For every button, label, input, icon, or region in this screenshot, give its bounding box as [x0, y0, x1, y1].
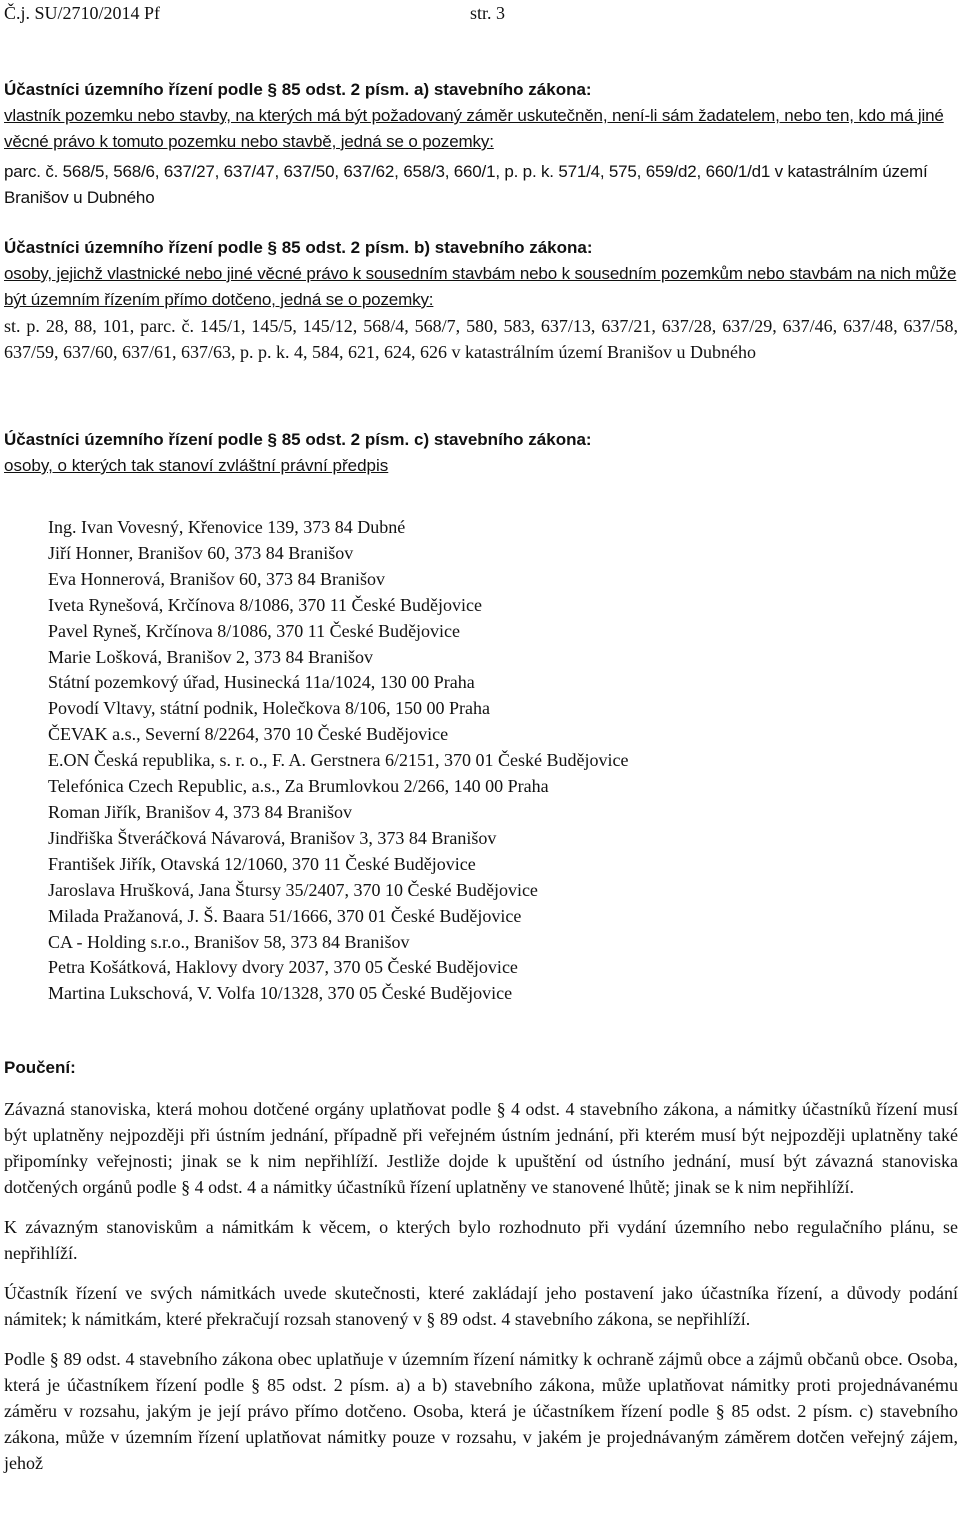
instruction-paragraph-3: Účastník řízení ve svých námitkách uvede skutečnosti, které zakládají jeho postavení jako účastníka řízení, a důvody podání námitek; k námitkám, které překračují rozsah stanovený v § 89 odst. 4 stavebního zákona, se nepřihlíží.: [4, 1283, 958, 1329]
recipient-item: Milada Pražanová, J. Š. Baara 51/1666, 370 01 České Budějovice: [48, 905, 522, 926]
recipient-item: Petra Košátková, Haklovy dvory 2037, 370 05 České Budějovice: [48, 957, 518, 978]
recipient-item: Telefónica Czech Republic, a.s., Za Brumlovkou 2/266, 140 00 Praha: [48, 776, 549, 797]
section-b-heading: Účastníci územního řízení podle § 85 odst. 2 písm. b) stavebního zákona:: [4, 238, 593, 257]
recipient-item: Iveta Rynešová, Krčínova 8/1086, 370 11 České Budějovice: [48, 594, 483, 615]
recipient-item: František Jiřík, Otavská 12/1060, 370 11 České Budějovice: [48, 853, 476, 874]
recipient-item: Marie Lošková, Branišov 2, 373 84 Branišov: [48, 646, 373, 667]
recipient-item: E.ON Česká republika, s. r. o., F. A. Gerstnera 6/2151, 370 01 České Budějovice: [48, 750, 629, 771]
section-a-heading: Účastníci územního řízení podle § 85 odst. 2 písm. a) stavebního zákona:: [4, 80, 592, 99]
recipient-item: ČEVAK a.s., Severní 8/2264, 370 10 České Budějovice: [48, 724, 449, 745]
section-b-description: osoby, jejichž vlastnické nebo jiné věcné právo k sousedním stavbám nebo k sousedním pozemkům nebo stavbám na nich může být územním řízením přímo dotčeno, jedná se o pozemky:: [4, 264, 957, 309]
recipient-item: Povodí Vltavy, státní podnik, Holečkova 8/106, 150 00 Praha: [48, 698, 490, 719]
instruction-paragraph-1: Závazná stanoviska, která mohou dotčené orgány uplatňovat podle § 4 odst. 4 stavebního zákona, a námitky účastníků řízení musí být uplatněny nejpozději při ústním jednání, případně při veřejném ústním jednání, při kterém musí být nejpozději uplatněny také připomínky veřejnosti; jinak se k nim nepřihlíží. Jestliže dojde k upuštění od ústního jednání, musí být závazná stanoviska dotčených orgánů podle § 4 odst. 4 a námitky účastníků řízení uplatněny ve stanovené lhůtě; jinak se k nim nepřihlíží.: [4, 1099, 958, 1197]
recipient-item: Jaroslava Hrušková, Jana Štursy 35/2407, 370 10 České Budějovice: [48, 879, 538, 900]
page-number: str. 3: [470, 3, 506, 23]
recipient-item: Eva Honnerová, Branišov 60, 373 84 Branišov: [48, 568, 385, 589]
instruction-paragraph-2: K závazným stanoviskům a námitkám k věcem, o kterých bylo rozhodnuto při vydání územního nebo regulačního plánu, se nepřihlíží.: [4, 1217, 958, 1263]
section-c: [4, 427, 958, 479]
section-b: [4, 235, 958, 365]
recipient-item: Martina Lukschová, V. Volfa 10/1328, 370 05 České Budějovice: [48, 983, 513, 1004]
recipient-list: [4, 515, 958, 1007]
section-c-description: osoby, o kterých tak stanoví zvláštní právní předpis: [4, 456, 389, 475]
recipient-item: CA - Holding s.r.o., Branišov 58, 373 84 Branišov: [48, 931, 410, 952]
section-a-parcels: parc. č. 568/5, 568/6, 637/27, 637/47, 637/50, 637/62, 658/3, 660/1, p. p. k. 571/4, 575, 659/d2, 660/1/d1 v katastrálním území Branišov u Dubného: [4, 162, 928, 207]
recipient-item: Jiří Honner, Branišov 60, 373 84 Branišov: [48, 542, 354, 563]
instruction-section: [4, 1055, 958, 1476]
section-b-parcels: st. p. 28, 88, 101, parc. č. 145/1, 145/5, 145/12, 568/4, 568/7, 580, 583, 637/13, 637/21, 637/28, 637/29, 637/46, 637/48, 637/58, 637/59, 637/60, 637/61, 637/63, p. p. k. 4, 584, 621, 624, 626 v katastrálním území Branišov u Dubného: [4, 316, 958, 362]
instruction-heading: Poučení:: [4, 1058, 76, 1077]
section-a: [4, 77, 958, 211]
instruction-paragraph-4: Podle § 89 odst. 4 stavebního zákona obec uplatňuje v územním řízení námitky k ochraně zájmů obce a zájmů občanů obce. Osoba, která je účastníkem řízení podle § 85 odst. 2 písm. a) a b) stavebního zákona, může uplatňovat námitky proti projednávanému záměru v rozsahu, jakým je její právo přímo dotčeno. Osoba, která je účastníkem řízení podle § 85 odst. 2 písm. c) stavebního zákona, může v územním řízení uplatňovat námitky pouze v rozsahu, v jakém je projednávaným záměrem dotčen veřejný zájem, jehož: [4, 1349, 958, 1473]
recipient-item: Roman Jiřík, Branišov 4, 373 84 Branišov: [48, 801, 352, 822]
section-a-description: vlastník pozemku nebo stavby, na kterých má být požadovaný záměr uskutečněn, není-li sám žadatelem, nebo ten, kdo má jiné věcné právo k tomuto pozemku nebo stavbě, jedná se o pozemky:: [4, 106, 944, 151]
recipient-item: Jindřiška Štveráčková Návarová, Branišov 3, 373 84 Branišov: [48, 827, 497, 848]
recipient-item: Ing. Ivan Vovesný, Křenovice 139, 373 84 Dubné: [48, 517, 406, 537]
reference-number: Č.j. SU/2710/2014 Pf: [4, 3, 161, 23]
page-header: [4, 3, 958, 27]
recipient-item: Státní pozemkový úřad, Husinecká 11a/1024, 130 00 Praha: [48, 672, 475, 693]
section-c-heading: Účastníci územního řízení podle § 85 odst. 2 písm. c) stavebního zákona:: [4, 430, 592, 449]
recipient-item: Pavel Ryneš, Krčínova 8/1086, 370 11 České Budějovice: [48, 620, 461, 641]
